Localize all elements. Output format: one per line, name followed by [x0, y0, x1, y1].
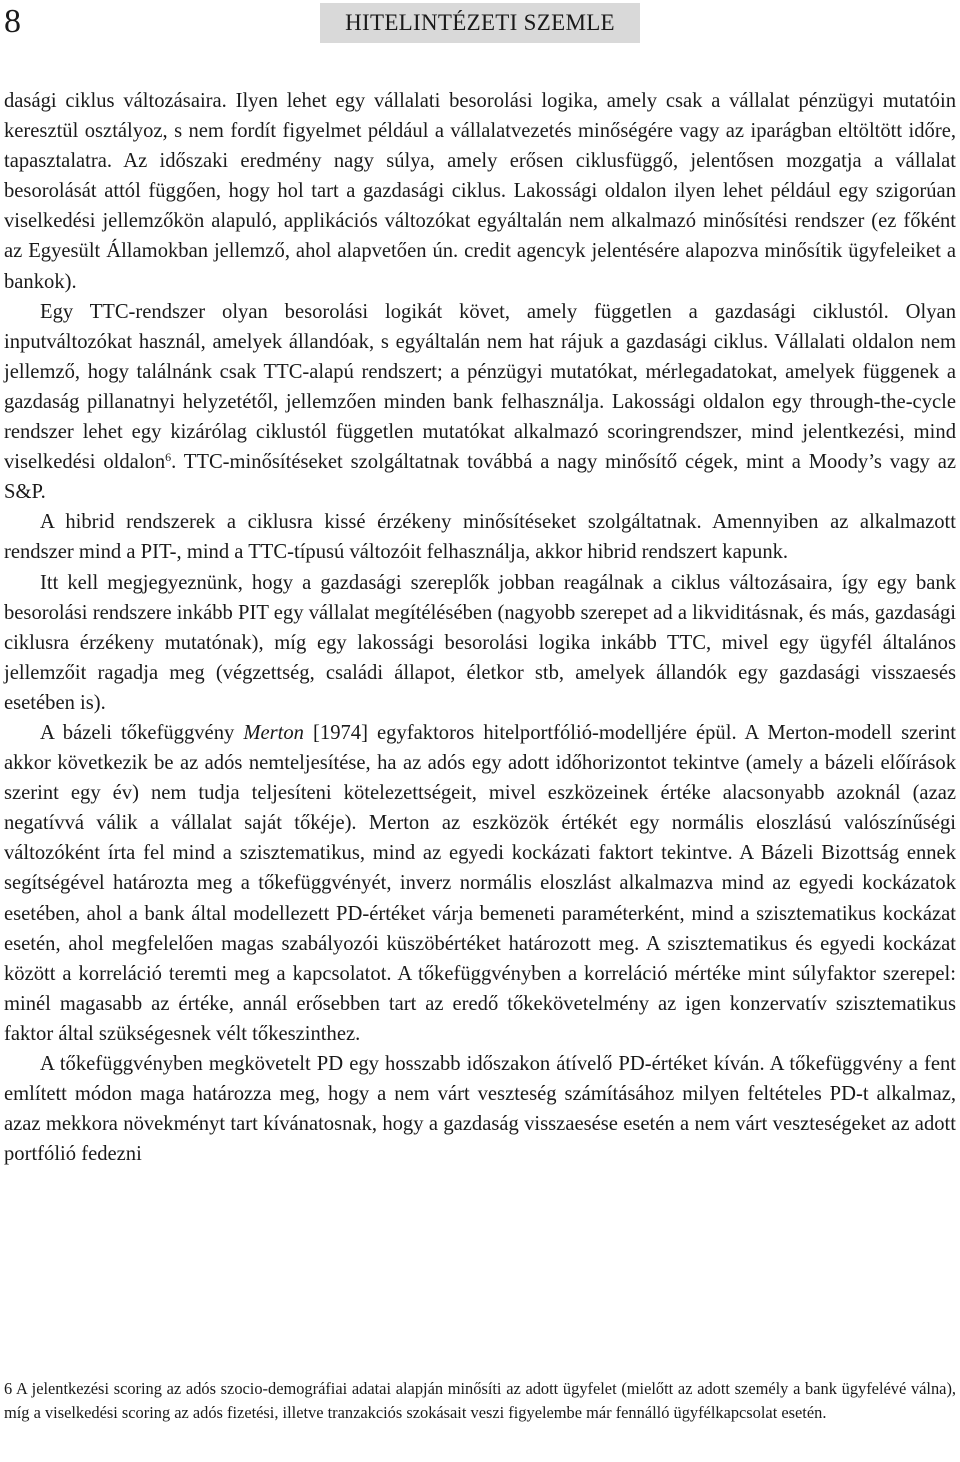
paragraph-6: A tőkefüggvényben megkövetelt PD egy hosszabb időszakon átívelő PD-értéket kíván. A tőkefüggvény a fent említett módon maga határozza meg, hogy a nem várt veszteség számításához milyen feltételes PD-t alkalmaz, azaz mekkora növekményt tart kívánatosnak, hogy a gazdaság visszaesése esetén a nem várt veszteségeket az adott portfólió fedezni	[4, 1053, 956, 1166]
paragraph-5-text: A bázeli tőkefüggvény	[40, 721, 244, 744]
paragraph-3: A hibrid rendszerek a ciklusra kissé érzékeny minősítéseket szolgáltatnak. Amennyiben az alkalmazott rendszer mind a PIT-, mind a TTC-típusú változóit felhasználja, akkor hibrid rendszert kapunk.	[4, 511, 956, 564]
paragraph-5-text-cont: [1974] egyfaktoros hitelportfólió-modelljére épül. A Merton-modell szerint akkor következik be az adós nemteljesítése, ha az adós egy adott időhorizontot tekintve (amely a bázeli előírások szerint egy év) nem tudja teljesíteni kötelezettségeit, mivel eszközeinek értéke alacsonyabb azoknál (azaz negatívvá válik a vállalat saját tőkéje). Merton az eszközök értékét egy normális eloszlású valószínűségi változóként írta fel mind a szisztematikus, mind az egyedi kockázati faktort tekintve. A Bázeli Bizottság ennek segítségével határozta meg a tőkefüggvényét, inverz normális eloszlást alkalmazva mind az egyedi kockázatok esetében, ahol a bank által modellezett PD-értéket várja bemeneti paraméterként, mind a szisztematikus kockázat esetén, ahol megfelelően magas szabályozói küszöbértéket határozott meg. A szisztematikus és egyedi kockázat között a korreláció teremti meg a kapcsolatot. A tőkefüggvényben a korreláció mértéke mint súlyfaktor szerepel: minél magasabb az értéke, annál erősebben tart az eredő tőkekövetelmény az igen konzervatív szisztematikus faktor által szükségesnek vélt tőkeszinthez.	[4, 721, 956, 1045]
paragraph-4: Itt kell megjegyeznünk, hogy a gazdasági szereplők jobban reagálnak a ciklus változásaira, így egy bank besorolási rendszere inkább PIT egy vállalat megítélésében (nagyobb szerepet ad a likviditásnak, és más, gazdasági ciklusra érzékeny mutatónak), míg egy lakossági besorolási logika inkább TTC, mivel egy ügyfél általános jellemzőit ragadja meg (végzettség, családi állapot, életkor stb, amelyek állandók egy gazdasági visszaesés esetében is).	[4, 571, 956, 714]
paragraph-1: dasági ciklus változásaira. Ilyen lehet egy vállalati besorolási logika, amely csak a vállalat pénzügyi mutatóin keresztül osztályoz, s nem fordít figyelmet például a vállalatvezetés minőségére vagy az iparágban eltöltött időre, tapasztalatra. Az időszaki eredmény nagy súlya, amely erősen ciklusfüggő, jelentősen mozgatja a vállalat besorolását attól függően, hogy hol tart a gazdasági ciklus. Lakossági oldalon ilyen lehet például egy szigorúan viselkedési jellemzőkön alapuló, applikációs változókat egyáltalán nem alkalmazó minősítési rendszer (ez főként az Egyesült Államokban jellemző, ahol alapvetően ún. credit agencyk jelentésére alapozva minősítik ügyfeleiket a bankok).	[4, 90, 956, 293]
footnote	[4, 1377, 956, 1425]
author-name-merton: Merton	[243, 721, 304, 744]
paragraph-2-text: Egy TTC-rendszer olyan besorolási logikát követ, amely független a gazdasági ciklustól. Olyan inputváltozókat használ, amelyek állandóak, s egyáltalán nem hat rájuk a gazdasági ciklus. Vállalati oldalon nem jellemző, hogy találnánk csak TTC-alapú rendszert; a pénzügyi mutatókat, mérlegadatokat, amelyek függenek a gazdaság pillanatnyi helyzetétől, jellemzően minden bank felhasználja. Lakossági oldalon egy through-the-cycle rendszer lehet egy kizárólag ciklustól független mutatókat alkalmazó scoringrendszer, mind jelentkezési, mind viselkedési oldalon	[4, 300, 956, 474]
paragraph-5	[4, 718, 956, 1049]
journal-title-banner: HITELINTÉZETI SZEMLE	[320, 3, 640, 43]
paragraph-2-text-cont: . TTC-minősítéseket szolgáltatnak továbbá a nagy minősítő cégek, mint a Moody’s vagy az S&P.	[4, 451, 956, 504]
article-body	[4, 86, 956, 1169]
paragraph-2	[4, 297, 956, 508]
footnote-6: 6 A jelentkezési scoring az adós szocio-demográfiai adatai alapján minősíti az adott ügyfelet (mielőtt az adott személy a bank ügyfelévé válna), míg a viselkedési scoring az adós fizetési, illetve tranzakciós szokásait veszi figyelembe már fennálló ügyfélkapcsolat esetén.	[4, 1379, 956, 1422]
page-number: 8	[4, 3, 21, 40]
footnote-reference: 6	[165, 450, 172, 465]
